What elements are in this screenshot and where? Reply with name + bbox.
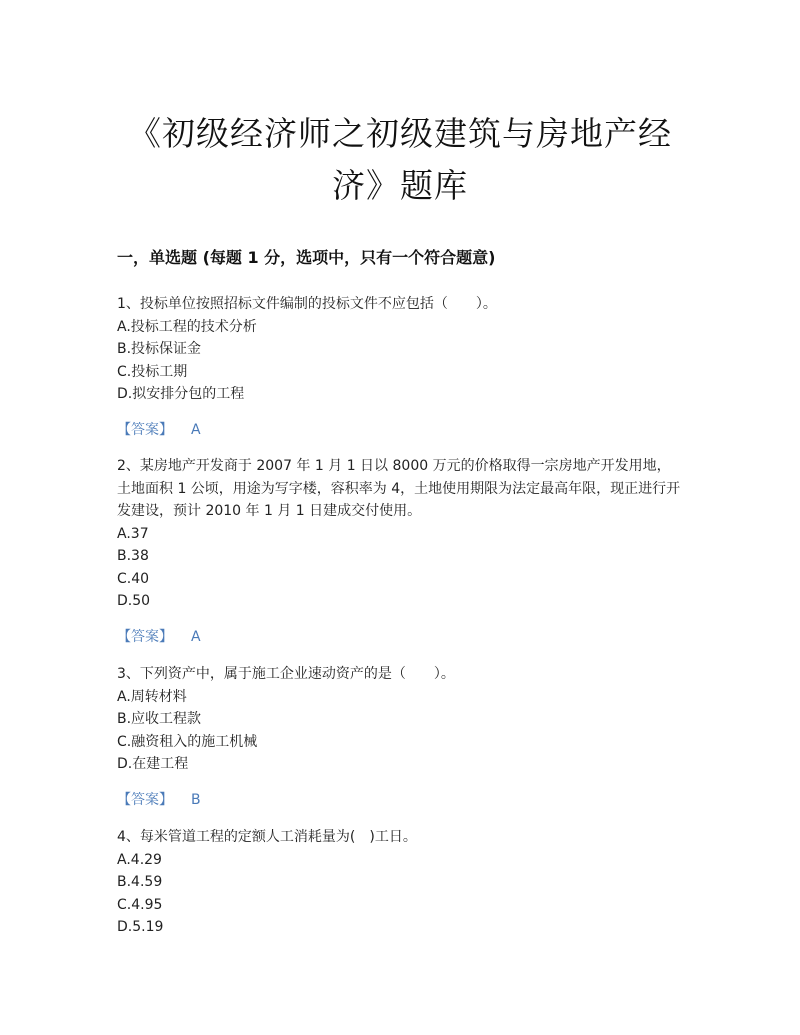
question-text: 4、每米管道工程的定额人工消耗量为( )工日。 xyxy=(117,829,417,845)
option-c: C.4.95 xyxy=(117,896,163,913)
answer-line xyxy=(117,419,683,441)
answer-label: 【答案】 xyxy=(117,421,173,438)
answer-value: A xyxy=(191,421,201,438)
section-heading: 一，单选题 (每题 1 分，选项中，只有一个符合题意) xyxy=(117,248,496,267)
question-text: 3、下列资产中，属于施工企业速动资产的是（ ）。 xyxy=(117,666,455,682)
answer-value: A xyxy=(191,628,201,645)
document-title-line-2: 济》题库 xyxy=(332,166,468,205)
question-text: 2、某房地产开发商于 2007 年 1 月 1 日以 8000 万元的价格取得一宗房地产开发用地，土地面积 1 公顷，用途为写字楼，容积率为 4，土地使用期限为法定最高年限，现正进行开发建设，预计 2010 年 1 月 1 日建成交付使用。 xyxy=(117,458,681,519)
answer-label: 【答案】 xyxy=(117,628,173,645)
option-d: D.拟安排分包的工程 xyxy=(117,386,245,402)
option-d: D.50 xyxy=(117,593,151,609)
question-4 xyxy=(117,826,683,939)
document-title-line-1: 《初级经济师之初级建筑与房地产经 xyxy=(128,114,672,153)
answer-line xyxy=(117,626,683,648)
option-c: C.40 xyxy=(117,570,150,587)
answer-value: B xyxy=(191,791,201,808)
question-2 xyxy=(117,455,683,648)
option-d: D.5.19 xyxy=(117,919,164,935)
option-b: B.38 xyxy=(117,548,149,564)
option-b: B.投标保证金 xyxy=(117,341,202,357)
document-title xyxy=(80,108,720,212)
question-3 xyxy=(117,663,683,811)
option-a: A.周转材料 xyxy=(117,688,187,705)
option-b: B.4.59 xyxy=(117,874,163,890)
option-c: C.融资租入的施工机械 xyxy=(117,733,258,750)
question-1 xyxy=(117,293,683,441)
question-text: 1、投标单位按照招标文件编制的投标文件不应包括（ ）。 xyxy=(117,296,497,312)
option-d: D.在建工程 xyxy=(117,756,189,772)
option-a: A.37 xyxy=(117,525,149,542)
answer-label: 【答案】 xyxy=(117,791,173,808)
option-a: A.投标工程的技术分析 xyxy=(117,318,257,335)
answer-line xyxy=(117,789,683,811)
option-a: A.4.29 xyxy=(117,851,162,868)
option-b: B.应收工程款 xyxy=(117,711,202,727)
option-c: C.投标工期 xyxy=(117,363,188,380)
